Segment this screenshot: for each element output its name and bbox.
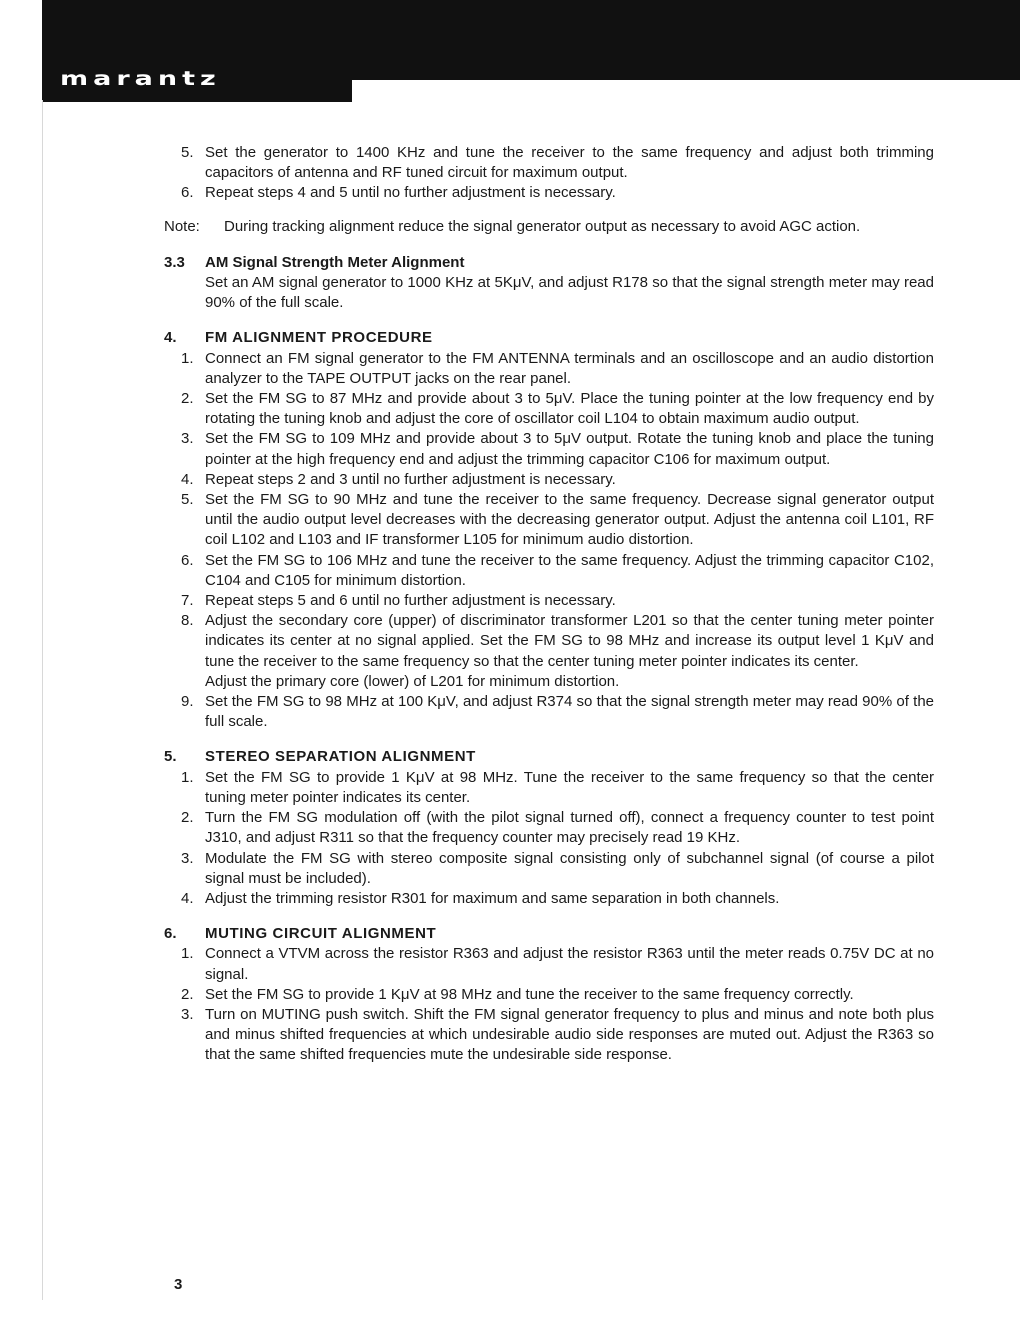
section-title: AM Signal Strength Meter Alignment bbox=[205, 253, 465, 271]
step-number: 5. bbox=[181, 491, 194, 509]
section-title: STEREO SEPARATION ALIGNMENT bbox=[205, 748, 476, 766]
step-number: 6. bbox=[181, 184, 194, 202]
step-item bbox=[164, 889, 934, 909]
step-number: 3. bbox=[181, 849, 194, 867]
step-item bbox=[164, 768, 934, 808]
step-item bbox=[164, 808, 934, 848]
brand-logo: marantz bbox=[60, 67, 221, 90]
step-item bbox=[164, 611, 934, 672]
step-8-continuation: Adjust the primary core (lower) of L201 for minimum distortion. bbox=[205, 672, 620, 690]
section-title: MUTING CIRCUIT ALIGNMENT bbox=[205, 925, 437, 943]
section-number: 6. bbox=[164, 925, 177, 943]
step-item bbox=[164, 429, 934, 469]
step-text: Turn the FM SG modulation off (with the pilot signal turned off), connect a frequency counter to test point J310, and adjust R311 so that the frequency counter may precisely read 19 KHz. bbox=[205, 809, 934, 847]
step-number: 2. bbox=[181, 390, 194, 408]
step-item bbox=[164, 349, 934, 389]
section-heading bbox=[164, 924, 934, 944]
section-paragraph: Set an AM signal generator to 1000 KHz at 5KμV, and adjust R178 so that the signal strength meter may read 90% of the full scale. bbox=[205, 274, 934, 312]
step-number: 3. bbox=[181, 1005, 194, 1023]
section-number: 5. bbox=[164, 748, 177, 766]
step-text: Set the FM SG to 109 MHz and provide about 3 to 5μV output. Rotate the tuning knob and place the tuning pointer at the high frequency end and adjust the trimming capacitor C106 for maximum output. bbox=[205, 430, 934, 468]
step-item bbox=[164, 591, 934, 611]
step-text: Set the generator to 1400 KHz and tune the receiver to the same frequency and adjust both trimming capacitors of antenna and RF tuned circuit for maximum output. bbox=[205, 144, 934, 182]
note-text: During tracking alignment reduce the signal generator output as necessary to avoid AGC action. bbox=[224, 217, 861, 235]
step-item bbox=[164, 183, 934, 203]
step-text: Repeat steps 4 and 5 until no further adjustment is necessary. bbox=[205, 184, 616, 202]
step-number: 2. bbox=[181, 809, 194, 827]
step-text: Repeat steps 5 and 6 until no further adjustment is necessary. bbox=[205, 592, 616, 610]
section-heading bbox=[164, 253, 934, 273]
step-text: Set the FM SG to provide 1 KμV at 98 MHz and tune the receiver to the same frequency correctly. bbox=[205, 985, 854, 1003]
section-number: 3.3 bbox=[164, 253, 185, 271]
section-number: 4. bbox=[164, 329, 177, 347]
step-text: Adjust the trimming resistor R301 for maximum and same separation in both channels. bbox=[205, 889, 780, 907]
step-number: 8. bbox=[181, 612, 194, 630]
step-item bbox=[164, 1005, 934, 1066]
section-heading bbox=[164, 747, 934, 767]
step-item bbox=[164, 143, 934, 183]
step-number: 9. bbox=[181, 693, 194, 711]
step-text: Modulate the FM SG with stereo composite signal consisting only of subchannel signal (of course a pilot signal must be included). bbox=[205, 849, 934, 887]
section-title: FM ALIGNMENT PROCEDURE bbox=[205, 329, 433, 347]
step-item bbox=[164, 849, 934, 889]
step-number: 6. bbox=[181, 551, 194, 569]
step-number: 2. bbox=[181, 985, 194, 1003]
step-item bbox=[164, 470, 934, 490]
step-text: Set the FM SG to 87 MHz and provide about 3 to 5μV. Place the tuning pointer at the low frequency end by rotating the tuning knob and adjust the core of oscillator coil L104 to obtain maximum audio output. bbox=[205, 390, 934, 428]
step-number: 1. bbox=[181, 768, 194, 786]
step-item bbox=[164, 985, 934, 1005]
step-item bbox=[164, 692, 934, 732]
step-text: Connect an FM signal generator to the FM ANTENNA terminals and an oscilloscope and an audio distortion analyzer to the TAPE OUTPUT jacks on the rear panel. bbox=[205, 349, 934, 387]
step-text: Connect a VTVM across the resistor R363 and adjust the resistor R363 until the meter reads 0.75V DC at no signal. bbox=[205, 945, 934, 983]
step-text: Turn on MUTING push switch. Shift the FM signal generator frequency to plus and minus and note both plus and minus shifted frequencies at which undesirable audio side responses are muted out. Adjust the R363 so that the same shifted frequencies mute the undesirable side response. bbox=[205, 1005, 934, 1064]
step-text: Repeat steps 2 and 3 until no further adjustment is necessary. bbox=[205, 470, 616, 488]
step-number: 7. bbox=[181, 592, 194, 610]
step-item bbox=[164, 490, 934, 551]
step-number: 1. bbox=[181, 945, 194, 963]
step-number: 3. bbox=[181, 430, 194, 448]
step-text: Set the FM SG to provide 1 KμV at 98 MHz. Tune the receiver to the same frequency so that the center tuning meter pointer indicates its center. bbox=[205, 768, 934, 806]
step-item bbox=[164, 944, 934, 984]
step-text: Set the FM SG to 90 MHz and tune the receiver to the same frequency. Decrease signal generator output until the audio output level decreases with the decreasing generator output. Adjust the antenna coil L101, RF coil L102 and L103 and IF transformer L105 for minimum audio distortion. bbox=[205, 491, 934, 549]
step-number: 4. bbox=[181, 889, 194, 907]
note-block bbox=[164, 217, 934, 237]
note-label: Note: bbox=[164, 217, 200, 235]
section-heading bbox=[164, 328, 934, 348]
binding-edge bbox=[42, 100, 43, 1300]
step-item bbox=[164, 551, 934, 591]
step-number: 1. bbox=[181, 349, 194, 367]
step-item bbox=[164, 389, 934, 429]
manual-body bbox=[164, 143, 934, 1066]
step-text: Set the FM SG to 106 MHz and tune the receiver to the same frequency. Adjust the trimming capacitor C102, C104 and C105 for minimum distortion. bbox=[205, 551, 934, 589]
step-number: 4. bbox=[181, 470, 194, 488]
page-number: 3 bbox=[174, 1276, 183, 1293]
step-number: 5. bbox=[181, 144, 194, 161]
step-text: Adjust the secondary core (upper) of discriminator transformer L201 so that the center tuning meter pointer indicates its center at no signal applied. Set the FM SG to 98 MHz and increase its output level 1 KμV and tune the receiver to the same frequency so that the center tuning meter pointer indicates its center. bbox=[205, 612, 934, 670]
step-text: Set the FM SG to 98 MHz at 100 KμV, and adjust R374 so that the signal strength meter may read 90% of the full scale. bbox=[205, 693, 934, 731]
